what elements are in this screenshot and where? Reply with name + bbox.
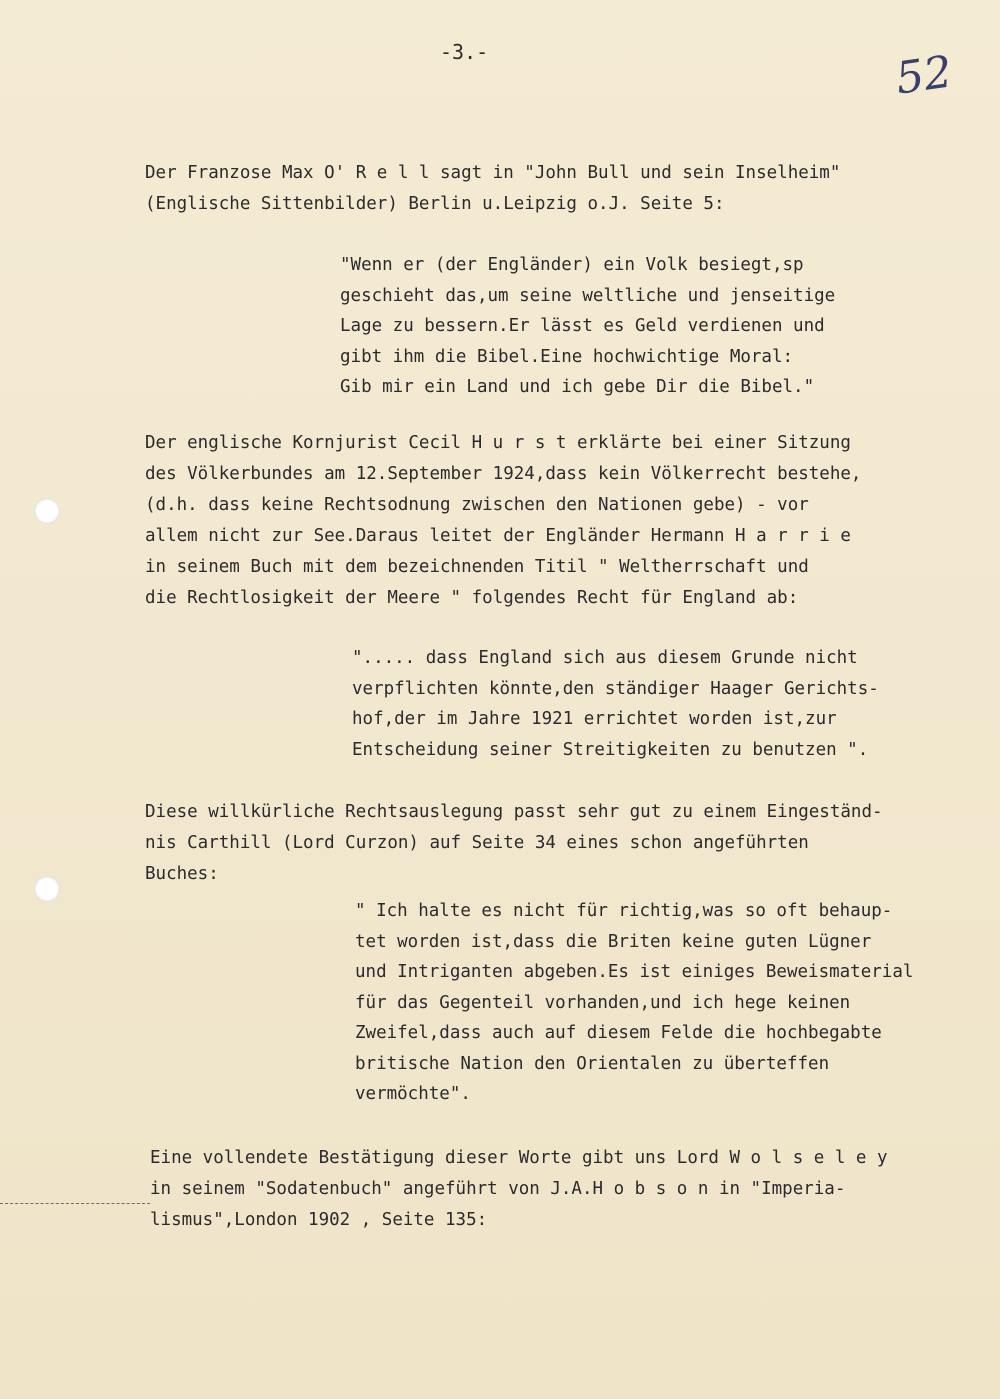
quote-block (352, 643, 992, 765)
punch-hole (34, 876, 60, 902)
text-line: Der Franzose Max O' R e l l sagt in "John Bull und sein Inselheim" (145, 163, 841, 183)
quote-line: Zweifel,dass auch auf diesem Felde die hochbegabte (355, 1023, 882, 1043)
quote-line: gibt ihm die Bibel.Eine hochwichtige Moral: (340, 346, 794, 367)
quote-line: verpflichten könnte,den ständiger Haager Gerichts- (352, 678, 879, 699)
text-line: (Englische Sittenbilder) Berlin u.Leipzig o.J. Seite 5: (145, 194, 725, 214)
quote-line: Lage zu bessern.Er lässt es Geld verdienen und (340, 316, 825, 336)
page-number: -3.- (440, 40, 489, 64)
text-line: Eine vollendete Bestätigung dieser Worte gibt uns Lord W o l s e l e y (150, 1148, 888, 1168)
text-line: in seinem Buch mit dem bezeichnenden Titil " Weltherrschaft und (145, 557, 809, 577)
quote-line: "..... dass England sich aus diesem Grunde nicht (352, 648, 858, 668)
quote-line: geschieht das,um seine weltliche und jenseitige (340, 285, 836, 306)
quote-line: Gib mir ein Land und ich gebe Dir die Bibel." (340, 377, 815, 397)
quote-line: vermöchte". (355, 1084, 471, 1104)
quote-block (340, 250, 980, 403)
quote-line: Entscheidung seiner Streitigkeiten zu benutzen ". (352, 739, 869, 760)
quote-line: " Ich halte es nicht für richtig,was so oft behaup- (355, 901, 893, 921)
text-line: des Völkerbundes am 12.September 1924,dass kein Völkerrecht bestehe, (145, 464, 862, 484)
text-line: nis Carthill (Lord Curzon) auf Seite 34 eines schon angeführten (145, 833, 809, 853)
paragraph-intro (145, 158, 985, 220)
text-line: Der englische Kornjurist Cecil H u r s t erklärte bei einer Sitzung (145, 433, 851, 453)
fold-mark (0, 1203, 150, 1204)
quote-line: und Intriganten abgeben.Es ist einiges Beweismaterial (355, 962, 914, 982)
punch-hole (34, 498, 60, 524)
text-line: lismus",London 1902 , Seite 135: (150, 1210, 488, 1230)
paragraph-carthill (145, 797, 985, 890)
text-line: die Rechtlosigkeit der Meere " folgendes Recht für England ab: (145, 588, 799, 608)
quote-line: britische Nation den Orientalen zu überteffen (355, 1053, 830, 1074)
paragraph-hurst (145, 428, 985, 614)
text-line: Buches: (145, 864, 219, 884)
text-line: in seinem "Sodatenbuch" angeführt von J.A.H o b s o n in "Imperia- (150, 1179, 846, 1199)
paragraph-wolseley (150, 1143, 990, 1236)
quote-line: hof,der im Jahre 1921 errichtet worden ist,zur (352, 709, 837, 729)
quote-line: tet worden ist,dass die Briten keine guten Lügner (355, 931, 872, 952)
text-line: Diese willkürliche Rechtsauslegung passt sehr gut zu einem Eingeständ- (145, 802, 883, 822)
text-line: allem nicht zur See.Daraus leitet der Engländer Hermann H a r r i e (145, 526, 851, 546)
quote-line: "Wenn er (der Engländer) ein Volk besiegt,sp (340, 255, 804, 275)
quote-block (355, 896, 995, 1110)
text-line: (d.h. dass keine Rechtsodnung zwischen den Nationen gebe) - vor (145, 495, 809, 515)
handwritten-folio-number: 52 (892, 46, 956, 105)
quote-line: für das Gegenteil vorhanden,und ich hege keinen (355, 992, 851, 1013)
